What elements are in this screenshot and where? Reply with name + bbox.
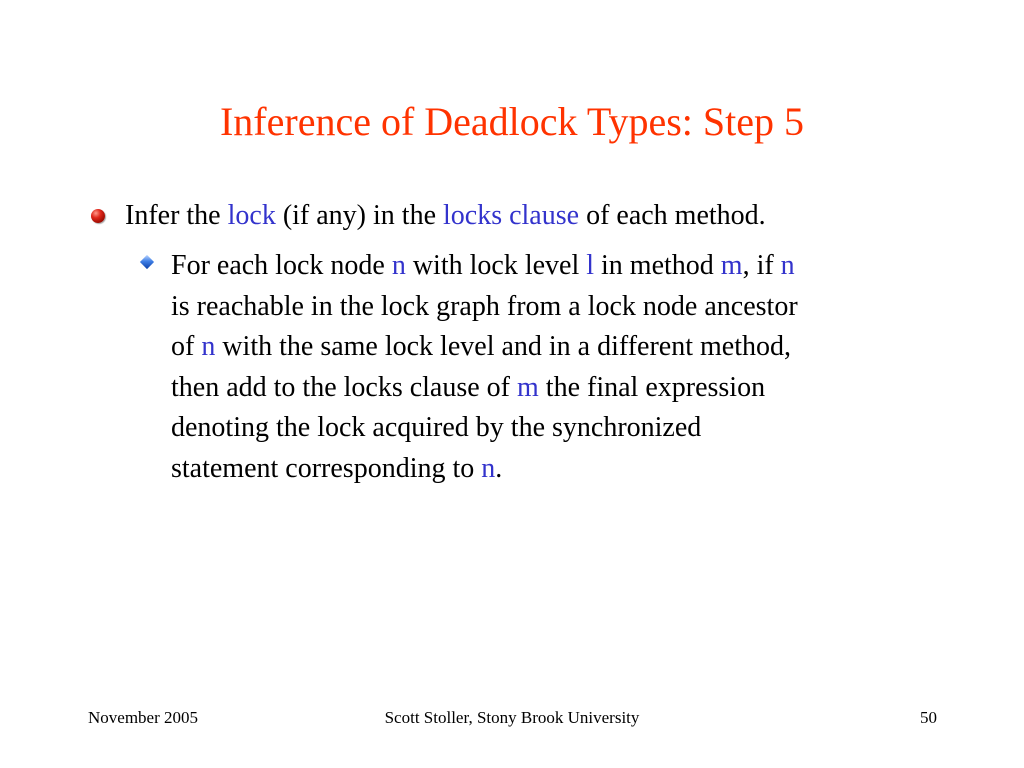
bullet-level-1-text (125, 196, 766, 236)
highlight-m: m (517, 371, 539, 403)
highlight-n: n (780, 250, 795, 281)
slide-title: Inference of Deadlock Types: Step 5 (219, 99, 805, 144)
red-sphere-bullet-icon (91, 209, 105, 223)
highlight-lock: lock (227, 200, 276, 231)
highlight-l: l (586, 250, 595, 281)
text-run: . (495, 452, 503, 484)
text-line (171, 327, 798, 368)
highlight-locks-clause: locks clause (443, 200, 580, 231)
text-line (171, 287, 798, 328)
highlight-n: n (391, 250, 406, 281)
text-run: For each lock node (171, 250, 392, 281)
highlight-m: m (720, 250, 743, 281)
highlight-n: n (481, 452, 496, 484)
bullet-level-2-text (171, 246, 798, 489)
text-run: (if any) in the (275, 200, 443, 231)
text-run: in method (594, 250, 721, 281)
footer-author: Scott Stoller, Stony Brook University (384, 708, 640, 727)
text-run: is reachable in the lock graph from a lock node ancestor (171, 290, 798, 322)
text-line (171, 408, 798, 449)
text-run: denoting the lock acquired by the synchronized (171, 412, 702, 443)
text-line (171, 246, 798, 287)
text-run: Infer the (125, 200, 228, 231)
text-run: with lock level (405, 250, 587, 281)
text-run: statement corresponding to (171, 452, 482, 484)
text-run: the final expression (538, 371, 766, 403)
text-line (171, 368, 798, 409)
text-run: of each method. (579, 200, 766, 231)
text-run: then add to the locks clause of (171, 371, 518, 403)
text-run: with the same lock level and in a different method, (215, 331, 791, 362)
highlight-n: n (201, 331, 216, 362)
text-line (171, 449, 798, 490)
text-run: of (171, 331, 202, 362)
footer-date: November 2005 (88, 708, 199, 727)
blue-diamond-bullet-icon (140, 255, 154, 269)
footer-page-number: 50 (920, 708, 937, 727)
text-run: , if (742, 250, 781, 281)
